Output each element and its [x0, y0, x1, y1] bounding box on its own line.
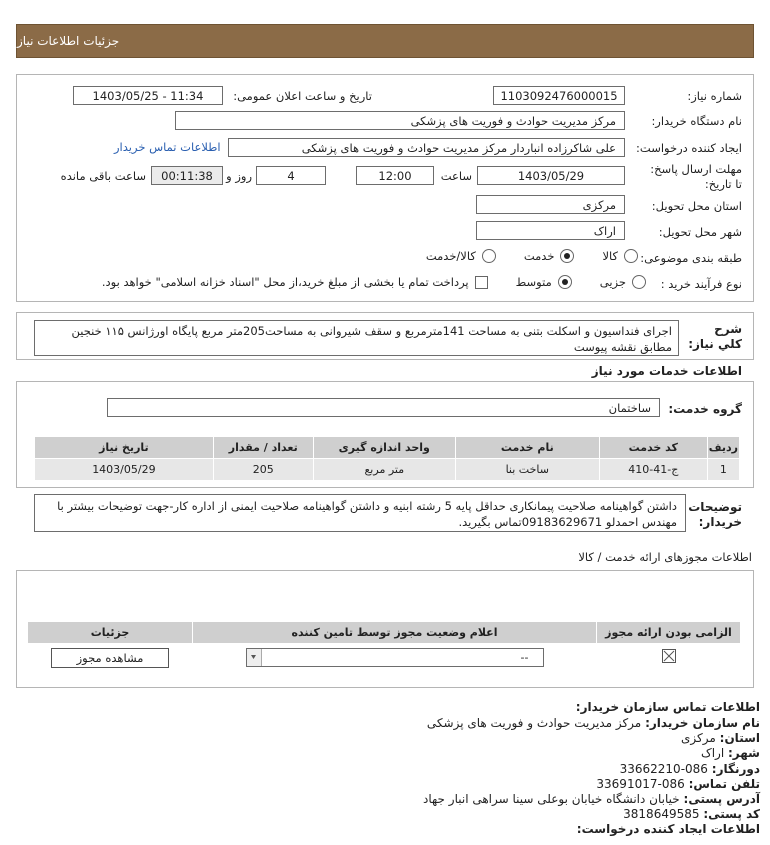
- contact-city-label: شهر:: [728, 746, 760, 760]
- contact-address-value: خیابان دانشگاه خیابان بوعلی سینا سراهی انبار جهاد: [423, 792, 680, 806]
- dropdown-arrow-icon[interactable]: [247, 649, 262, 666]
- contact-org-value: مرکز مدیریت حوادث و فوریت های پزشکی: [426, 716, 642, 730]
- permits-title: اطلاعات مجوزهای ارائه خدمت / کالا: [578, 550, 752, 564]
- contact-province-label: استان:: [719, 731, 760, 745]
- required-checkbox-icon: [662, 649, 676, 666]
- col-date: تاریخ نیاز: [35, 437, 214, 459]
- buyer-org-field: مرکز مدیریت حوادث و فوریت های پزشکی: [175, 111, 625, 130]
- contact-postal-label: کد پستی:: [703, 807, 760, 821]
- remaining-time-field: 00:11:38: [151, 166, 223, 185]
- deadline-label-text: مهلت ارسال پاسخ: تا تاریخ:: [650, 162, 742, 191]
- contact-title-text: اطلاعات تماس سازمان خریدار:: [575, 700, 760, 714]
- process-label: نوع فرآیند خرید :: [660, 277, 742, 291]
- cell-qty: 205: [213, 459, 313, 481]
- col-details: جزئیات: [28, 622, 193, 644]
- contact-postal-value: 3818649585: [623, 807, 700, 821]
- permits-table: [27, 621, 741, 672]
- description-label: شرح کلي نياز:: [688, 322, 742, 351]
- col-code: کد خدمت: [599, 437, 707, 459]
- description-text: اجرای فنداسیون و اسکلت بتنی به مساحت 141مترمربع و سقف شیروانی به مساحت205متر مربع پایگاه اورژانس ۱۱۵ خنجین مطابق نقشه پیوست: [71, 324, 672, 354]
- cell-unit: متر مربع: [313, 459, 455, 481]
- category-radio-group: [426, 249, 638, 263]
- service-group-label: گروه خدمت:: [668, 402, 742, 416]
- contact-address-label: آدرس پستی:: [683, 792, 760, 806]
- col-name: نام خدمت: [455, 437, 599, 459]
- radio-goods-label: کالا: [602, 249, 618, 263]
- cell-code: ج-41-410: [599, 459, 707, 481]
- col-required: الزامی بودن ارائه مجوز: [597, 622, 741, 644]
- table-row: [28, 644, 741, 672]
- contact-phone-value: 086-33691017: [596, 777, 685, 791]
- contact-fax-label: دورنگار:: [711, 762, 760, 776]
- radio-service-label: خدمت: [523, 249, 555, 263]
- remaining-label: ساعت باقی مانده: [60, 169, 146, 183]
- deadline-date-field: 1403/05/29: [477, 166, 625, 185]
- services-title: اطلاعات خدمات مورد نیاز: [591, 364, 742, 378]
- need-number-label: شماره نیاز:: [687, 89, 742, 103]
- contact-phone-line: [596, 777, 760, 791]
- radio-medium-label: متوسط: [515, 275, 552, 289]
- days-field: 4: [256, 166, 326, 185]
- announce-label: تاریخ و ساعت اعلان عمومی:: [233, 89, 372, 103]
- services-table-header: [35, 437, 740, 459]
- process-radio-group: [102, 275, 646, 289]
- cell-date: 1403/05/29: [35, 459, 214, 481]
- contact-org-label: نام سازمان خریدار:: [645, 716, 760, 730]
- contact-address-line: [423, 792, 760, 806]
- contact-city-value: اراک: [700, 746, 725, 760]
- status-select[interactable]: [246, 648, 544, 667]
- contact-org-line: [427, 716, 760, 730]
- description-box: [34, 320, 679, 356]
- status-select-value: --: [520, 651, 529, 664]
- creator-label: ایجاد کننده درخواست:: [636, 141, 742, 155]
- need-number-field: 1103092476000015: [493, 86, 625, 105]
- cell-details: [28, 644, 193, 672]
- radio-minor[interactable]: [632, 275, 646, 289]
- creator-contact-title: [577, 822, 760, 836]
- col-qty: تعداد / مقدار: [213, 437, 313, 459]
- announce-field: 1403/05/25 - 11:34: [73, 86, 223, 105]
- contact-fax-value: 086-33662210: [619, 762, 708, 776]
- province-field: مرکزی: [476, 195, 625, 214]
- cell-name: ساخت بنا: [455, 459, 599, 481]
- payment-note: پرداخت تمام یا بخشی از مبلغ خرید،از محل "اسناد خزانه اسلامی" خواهد بود.: [101, 275, 469, 289]
- permits-table-header: [28, 622, 741, 644]
- treasury-checkbox[interactable]: [475, 276, 488, 289]
- contact-province-value: مرکزی: [681, 731, 716, 745]
- time-label: ساعت: [440, 169, 472, 183]
- radio-service[interactable]: [560, 249, 574, 263]
- buyer-org-label: نام دستگاه خریدار:: [651, 114, 742, 128]
- service-group-field: ساختمان: [107, 398, 660, 417]
- table-row: [35, 459, 740, 481]
- col-unit: واحد اندازه گیری: [313, 437, 455, 459]
- buyer-contact-link[interactable]: اطلاعات تماس خریدار: [114, 140, 221, 154]
- page-title: جزئیات اطلاعات نیاز: [17, 34, 120, 48]
- city-label: شهر محل تحویل:: [658, 225, 742, 239]
- contact-postal-line: [623, 807, 760, 821]
- city-field: اراک: [476, 221, 625, 240]
- radio-goods-service[interactable]: [482, 249, 496, 263]
- radio-medium[interactable]: [558, 275, 572, 289]
- buyer-notes-text: داشتن گواهینامه صلاحیت پیمانکاری حداقل پایه 5 رشته ابنیه و داشتن گواهینامه صلاحیت ایمنی از اداره کار-جهت توضیحات بیشتر با مهندس احمدلو 09183629671تماس بگیرید.: [57, 499, 677, 529]
- contact-fax-line: [620, 762, 760, 776]
- contact-title: [576, 700, 760, 714]
- col-status: اعلام وضعیت مجوز توسط تامین کننده: [193, 622, 597, 644]
- days-label: روز و: [226, 169, 252, 183]
- contact-province-line: [681, 731, 760, 745]
- services-table: [34, 436, 740, 481]
- cell-row: 1: [707, 459, 739, 481]
- cell-required: [597, 644, 741, 672]
- creator-contact-title-text: اطلاعات ایجاد کننده درخواست:: [576, 822, 760, 836]
- creator-field: علی شاکرزاده انباردار مرکز مدیریت حوادث و فوریت های پزشکی: [228, 138, 625, 157]
- page-header: [16, 24, 754, 58]
- contact-phone-label: تلفن تماس:: [688, 777, 760, 791]
- radio-goods[interactable]: [624, 249, 638, 263]
- buyer-notes-box: [34, 494, 686, 532]
- cell-status: [193, 644, 597, 672]
- col-row: ردیف: [707, 437, 739, 459]
- province-label: استان محل تحویل:: [651, 199, 742, 213]
- deadline-label: [642, 162, 742, 192]
- deadline-time-field: 12:00: [356, 166, 434, 185]
- buyer-notes-label: توضیحات خریدار:: [688, 500, 742, 529]
- radio-minor-label: جزیی: [599, 275, 626, 289]
- category-label: طبقه بندی موضوعی:: [640, 251, 742, 265]
- contact-city-line: [701, 746, 760, 760]
- view-permit-button[interactable]: مشاهده مجوز: [51, 648, 169, 668]
- radio-goods-service-label: کالا/خدمت: [425, 249, 476, 263]
